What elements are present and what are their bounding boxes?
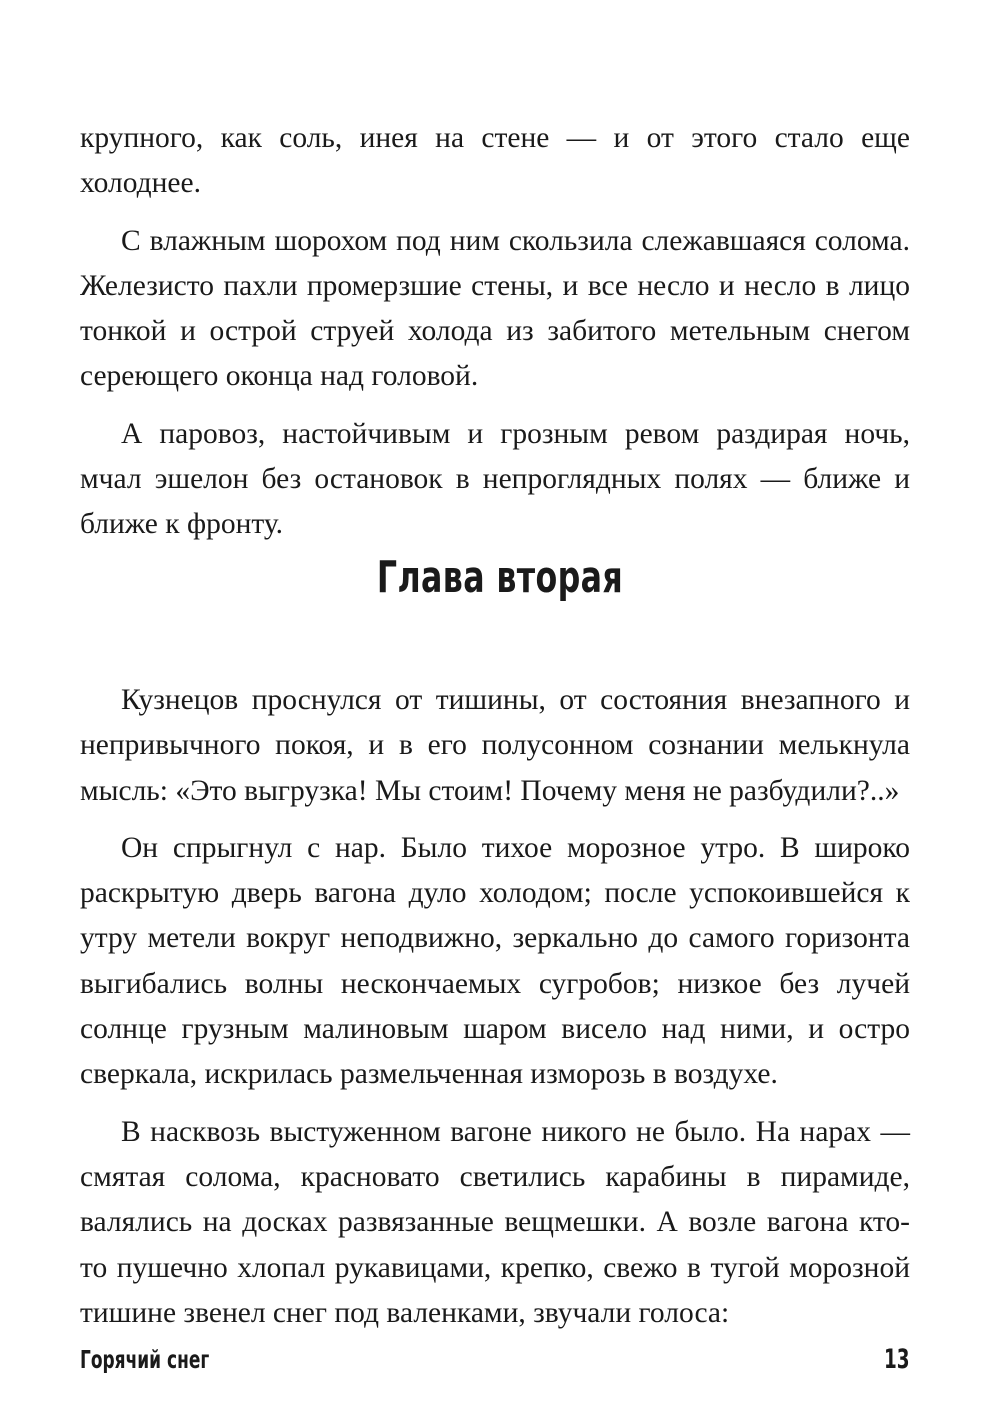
page-number: 13 — [884, 1344, 910, 1375]
text-block-after-chapter — [80, 678, 910, 1348]
paragraph: Кузнецов проснулся от тишины, от состояния внезапного и непривычного покоя, и в его полусонном сознании мелькнула мысль: «Это выгрузка! Мы стоим! Почему меня не разбудили?..» — [80, 684, 910, 807]
paragraph: С влажным шорохом под ним скользила слежавшаяся солома. Железисто пахли промерзшие стены, и все несло и несло в лицо тонкой и острой струей холода из забитого метельным снегом сереющего оконца над головой. — [80, 224, 910, 393]
paragraph-continuation: крупного, как соль, инея на стене — и от этого стало еще холоднее. — [80, 122, 910, 200]
paragraph: Он спрыгнул с нар. Было тихое морозное утро. В широко раскрытую дверь вагона дуло холодом; после успокоившейся к утру метели вокруг неподвижно, зеркально до самого горизонта выгибались волны нескончаемых сугробов; низкое без лучей солнце грузным малиновым шаром висело над ними, и остро сверкала, искрилась размельченная изморозь в воздухе. — [80, 831, 910, 1091]
paragraph: А паровоз, настойчивым и грозным ревом раздирая ночь, мчал эшелон без остановок в непроглядных полях — ближе и ближе к фронту. — [80, 417, 910, 541]
running-footer-title: Горячий снег — [80, 1345, 210, 1374]
text-block-before-chapter — [80, 116, 910, 560]
paragraph: В насквозь выстуженном вагоне никого не было. На нарах — смятая солома, красновато светились карабины в пирамиде, валялись на досках развязанные вещмешки. А возле вагона кто-то пушечно хлопал рукавицами, крепко, свежо в тугой морозной тишине звенел снег под валенками, звучали голоса: — [80, 1115, 910, 1329]
chapter-title: Глава вторая — [376, 552, 624, 603]
page-footer — [80, 1345, 910, 1375]
